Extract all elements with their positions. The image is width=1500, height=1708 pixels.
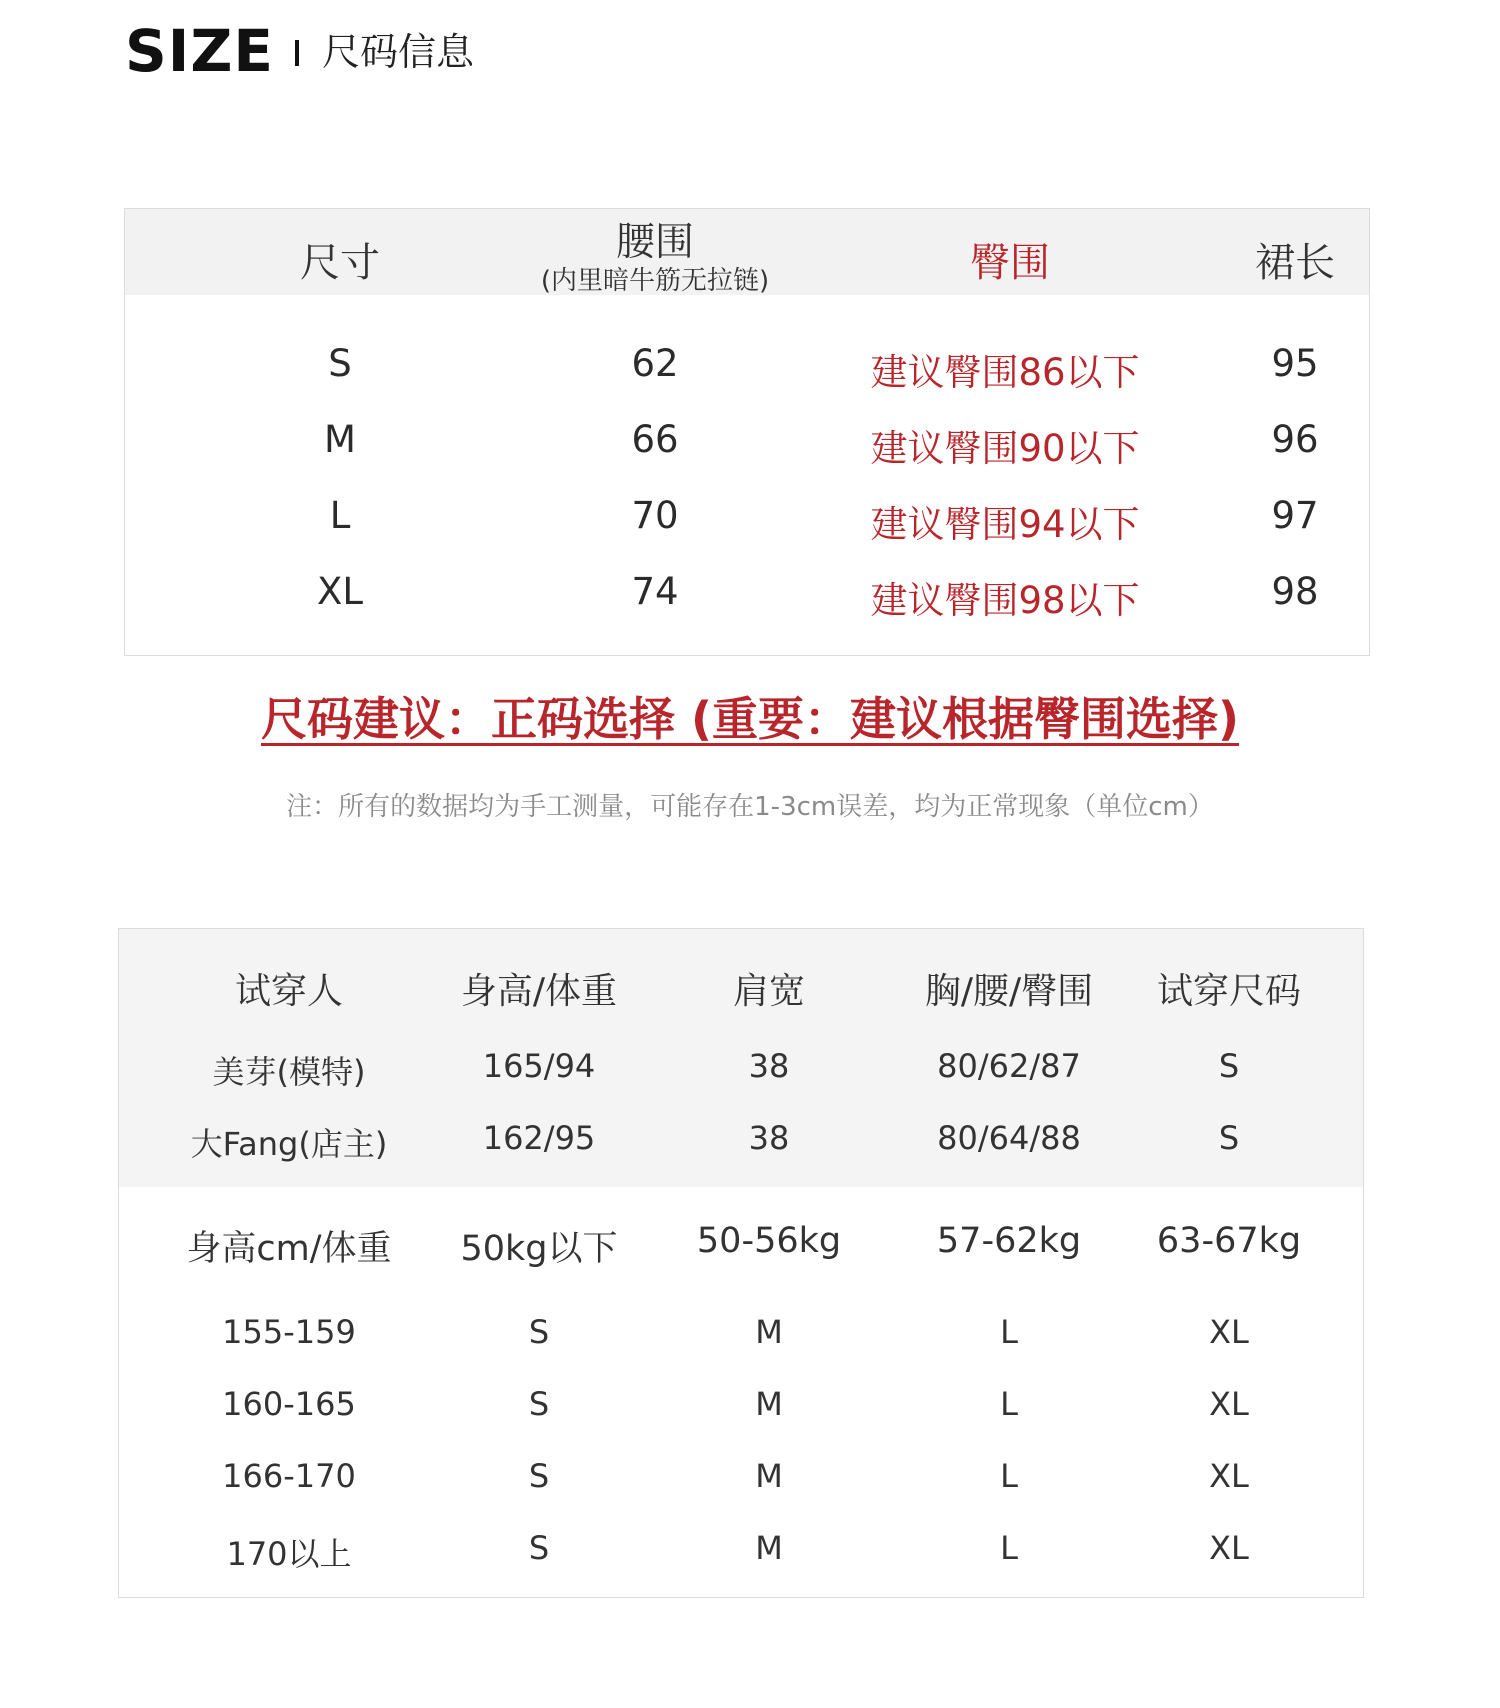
row-hip: 建议臀围90以下: [870, 427, 1140, 470]
rec-height: 170以上: [226, 1535, 352, 1573]
fit-measurements: 80/64/88: [937, 1119, 1081, 1157]
header-waist: 腰围: [615, 220, 694, 265]
row-size: S: [328, 342, 352, 385]
size-advice-text: 尺码建议：正码选择 (重要：建议根据臀围选择): [260, 692, 1240, 746]
rec-size: M: [755, 1457, 783, 1495]
row-waist: 70: [631, 494, 679, 537]
rec-size: L: [1000, 1385, 1018, 1423]
row-length: 98: [1271, 570, 1319, 613]
rec-size: S: [528, 1385, 550, 1423]
header-size: 尺寸: [300, 240, 380, 286]
rec-header-height: 身高cm/体重: [186, 1229, 392, 1269]
row-length: 95: [1271, 342, 1319, 385]
fit-shoulder: 38: [748, 1119, 790, 1157]
row-hip: 建议臀围86以下: [870, 351, 1140, 394]
rec-size: XL: [1209, 1313, 1249, 1351]
rec-header-weight-4: 63-67kg: [1156, 1221, 1302, 1261]
rec-height: 166-170: [222, 1457, 356, 1495]
header-length: 裙长: [1255, 240, 1335, 286]
rec-size: S: [528, 1457, 550, 1495]
fit-person: 美芽(模特): [212, 1053, 366, 1091]
row-size: L: [329, 494, 351, 537]
fit-measurements: 80/62/87: [937, 1047, 1081, 1085]
fit-header-person: 试穿人: [234, 971, 343, 1012]
row-length: 97: [1271, 494, 1319, 537]
row-size: XL: [317, 570, 363, 613]
row-waist: 74: [631, 570, 679, 613]
rec-size: XL: [1209, 1385, 1249, 1423]
fit-height-weight: 165/94: [482, 1047, 596, 1085]
row-waist: 62: [631, 342, 679, 385]
fit-height-weight: 162/95: [482, 1119, 596, 1157]
rec-size: XL: [1209, 1457, 1249, 1495]
rec-size: L: [1000, 1457, 1018, 1495]
row-hip: 建议臀围98以下: [870, 579, 1140, 622]
fit-header-size: 试穿尺码: [1156, 971, 1301, 1012]
fit-header-height-weight: 身高/体重: [460, 971, 618, 1012]
rec-size: L: [1000, 1529, 1018, 1567]
header-waist-note: (内里暗牛筋无拉链): [540, 266, 770, 296]
size-subtitle: 尺码信息: [322, 30, 475, 74]
rec-size: M: [755, 1313, 783, 1351]
fit-person: 大Fang(店主): [190, 1125, 388, 1163]
fit-size: S: [1218, 1119, 1240, 1157]
fit-shoulder: 38: [748, 1047, 790, 1085]
rec-size: M: [755, 1385, 783, 1423]
rec-size: XL: [1209, 1529, 1249, 1567]
row-waist: 66: [631, 418, 679, 461]
row-length: 96: [1271, 418, 1319, 461]
rec-size: L: [1000, 1313, 1018, 1351]
header-hip: 臀围: [970, 240, 1050, 286]
rec-size: S: [528, 1529, 550, 1567]
rec-height: 155-159: [222, 1313, 356, 1351]
rec-size: M: [755, 1529, 783, 1567]
rec-header-weight-2: 50-56kg: [696, 1221, 842, 1261]
fit-header-shoulder: 肩宽: [732, 971, 805, 1012]
fit-table: [118, 928, 1364, 1598]
size-table: [124, 208, 1370, 656]
size-advice: [0, 690, 1500, 748]
measurement-note: 注：所有的数据均为手工测量，可能存在1-3cm误差，均为正常现象（单位cm）: [286, 792, 1214, 822]
row-size: M: [324, 418, 356, 461]
size-title: SIZE: [125, 17, 275, 85]
rec-size: S: [528, 1313, 550, 1351]
rec-header-weight-1: 50kg以下: [460, 1229, 618, 1269]
row-hip: 建议臀围94以下: [870, 503, 1140, 546]
rec-height: 160-165: [222, 1385, 356, 1423]
rec-header-weight-3: 57-62kg: [936, 1221, 1082, 1261]
title-divider: [295, 40, 299, 66]
fit-header-measurements: 胸/腰/臀围: [924, 971, 1094, 1012]
fit-size: S: [1218, 1047, 1240, 1085]
